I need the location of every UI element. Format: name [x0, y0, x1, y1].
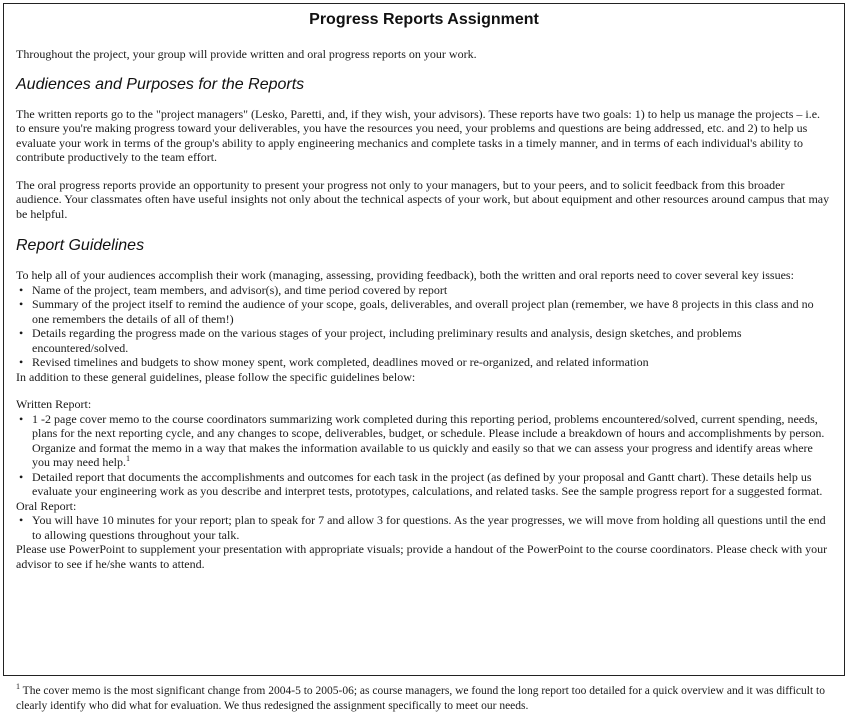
list-item: • Details regarding the progress made on the various stages of your project, including preliminary results and analysis, design sketches, and problems encountered/solved. [16, 326, 832, 355]
list-item: • Detailed report that documents the accomplishments and outcomes for each task in the project (as defined by your proposal and Gantt chart). These details help us evaluate your engineering work as you describe and interpret tests, prototypes, calculations, and related tasks. See the sample progress report for a suggested format. [16, 470, 832, 499]
intro-paragraph: Throughout the project, your group will provide written and oral progress reports on your work. [16, 47, 477, 61]
specific-guidelines-intro: In addition to these general guidelines, please follow the specific guidelines below: [16, 369, 416, 384]
oral-report-list [16, 513, 832, 542]
list-item: • 1 -2 page cover memo to the course coordinators summarizing work completed during this reporting period, problems encountered/solved, current spending, needs, plans for the next reporting cycle, and any changes to scope, deliverables, budget, or schedule. Please include a breakdown of hours and accomplishments by person. Organize and format the memo in a way that makes the information available to us quickly and easily so that we can assess your progress and identify areas where you may need help.$^1$ [16, 412, 832, 470]
page-title: Progress Reports Assignment [309, 11, 539, 28]
section-heading-guidelines: Report Guidelines [16, 237, 145, 254]
list-item: • Summary of the project itself to remind the audience of your scope, goals, deliverables, and overall project plan (remember, we have 8 projects in this class and no one remembers the details of all of them!) [16, 297, 832, 326]
written-report-list [16, 412, 832, 499]
assignment-box [3, 3, 845, 676]
oral-report-closing: Please use PowerPoint to supplement your presentation with appropriate visuals; provide a handout of the PowerPoint to the course coordinators. Please check with your advisor to see if he/she wants to attend. [16, 542, 828, 571]
list-item: • You will have 10 minutes for your report; plan to speak for 7 and allow 3 for questions. As the year progresses, we will move from holding all questions until the end to allowing questions throughout your talk. [16, 513, 832, 542]
audiences-paragraph-1: The written reports go to the "project managers" (Lesko, Paretti, and, if they wish, your advisors). These reports have two goals: 1) to help us manage the projects – i.e. to ensure you're making progress toward your deliverables, you have the resources you need, your problems and questions are being addressed, etc. and 2) to help us evaluate your work in terms of the group's ability to apply engineering mechanics and complete tasks in a timely manner, and in terms of each individual's ability to contribute productively to the team effort. [16, 106, 821, 164]
section-heading-audiences: Audiences and Purposes for the Reports [16, 75, 305, 93]
written-report-label: Written Report: [16, 397, 92, 411]
footnote: $^1$ The cover memo is the most significant change from 2004-5 to 2005-06; as course managers, we found the long report too detailed for a quick overview and it was difficult to clearly identify who did what for evaluation. We thus redesigned the assignment specifically to meet our needs. [16, 682, 825, 712]
footnote-number: 1 [16, 682, 20, 692]
oral-report-label: Oral Report: [16, 498, 77, 513]
list-item: • Revised timelines and budgets to show money spent, work completed, deadlines moved or re-organized, and related information [16, 355, 832, 370]
list-item: • Name of the project, team members, and advisor(s), and time period covered by report [16, 283, 832, 298]
footnote-marker: 1 [125, 454, 130, 463]
guidelines-lead: To help all of your audiences accomplish their work (managing, assessing, providing feedback), both the written and oral reports need to cover several key issues: [16, 268, 794, 282]
audiences-paragraph-2: The oral progress reports provide an opportunity to present your progress not only to your managers, but to your peers, and to solicit feedback from this broader audience. Your classmates often have useful insights not only about the technical aspects of your work, but about equipment and other resources around campus that may be helpful. [16, 177, 830, 221]
general-guidelines-list [16, 283, 832, 370]
